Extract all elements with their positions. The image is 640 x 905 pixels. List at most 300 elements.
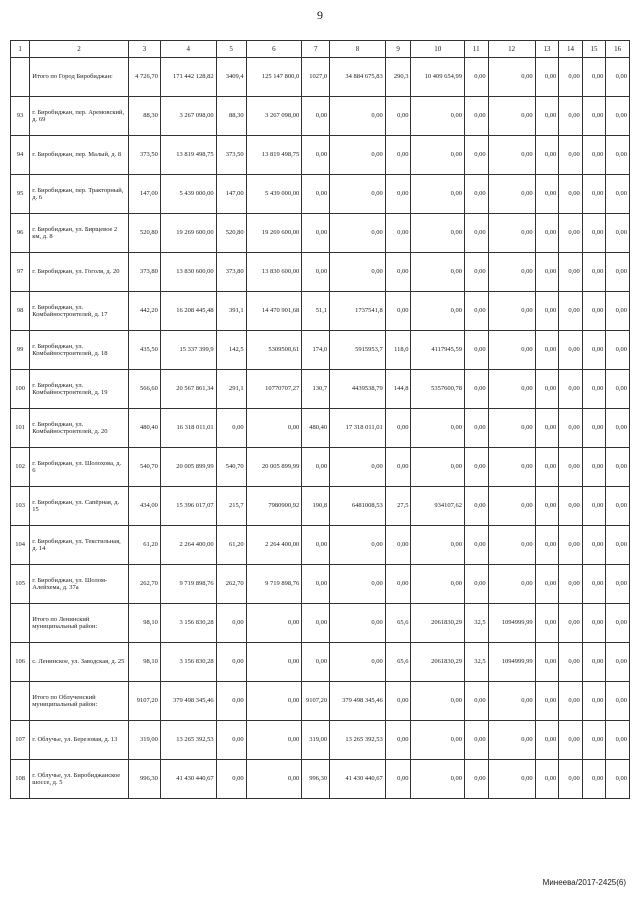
value-cell-11: 0,00: [465, 448, 489, 487]
value-cell-8: 0,00: [330, 565, 386, 604]
value-cell-10: 0,00: [411, 448, 465, 487]
value-cell-16: 0,00: [606, 565, 630, 604]
value-cell-4: 16 208 445,48: [160, 292, 216, 331]
row-number-cell: 102: [11, 448, 30, 487]
value-cell-11: 0,00: [465, 292, 489, 331]
value-cell-10: 2061830,29: [411, 643, 465, 682]
table-row: [11, 136, 630, 175]
value-cell-14: 0,00: [559, 526, 583, 565]
column-header-16: 16: [606, 41, 630, 58]
value-cell-14: 0,00: [559, 331, 583, 370]
table-row: [11, 253, 630, 292]
value-cell-4: 20 567 861,34: [160, 370, 216, 409]
value-cell-3: 373,80: [128, 253, 160, 292]
value-cell-14: 0,00: [559, 136, 583, 175]
value-cell-14: 0,00: [559, 214, 583, 253]
value-cell-10: 2061830,29: [411, 604, 465, 643]
value-cell-13: 0,00: [535, 526, 559, 565]
value-cell-14: 0,00: [559, 721, 583, 760]
value-cell-9: 0,00: [385, 409, 411, 448]
row-number-cell: 97: [11, 253, 30, 292]
value-cell-9: 0,00: [385, 292, 411, 331]
column-header-7: 7: [302, 41, 330, 58]
value-cell-9: 0,00: [385, 721, 411, 760]
value-cell-8: 0,00: [330, 175, 386, 214]
value-cell-14: 0,00: [559, 487, 583, 526]
column-header-13: 13: [535, 41, 559, 58]
value-cell-5: 291,1: [216, 370, 246, 409]
value-cell-4: 171 442 128,82: [160, 58, 216, 97]
value-cell-9: 0,00: [385, 214, 411, 253]
value-cell-9: 0,00: [385, 682, 411, 721]
value-cell-8: 0,00: [330, 448, 386, 487]
value-cell-3: 262,70: [128, 565, 160, 604]
value-cell-6: 0,00: [246, 409, 302, 448]
value-cell-9: 0,00: [385, 760, 411, 799]
address-cell: г. Биробиджан, ул. Комбайностроителей, д. 18: [30, 331, 129, 370]
value-cell-7: 0,00: [302, 175, 330, 214]
row-number-cell: 99: [11, 331, 30, 370]
value-cell-4: 9 719 898,76: [160, 565, 216, 604]
value-cell-6: 5309500,61: [246, 331, 302, 370]
value-cell-9: 65,6: [385, 643, 411, 682]
value-cell-5: 0,00: [216, 409, 246, 448]
value-cell-15: 0,00: [582, 175, 606, 214]
value-cell-13: 0,00: [535, 253, 559, 292]
column-header-3: 3: [128, 41, 160, 58]
value-cell-8: 5915953,7: [330, 331, 386, 370]
value-cell-16: 0,00: [606, 409, 630, 448]
value-cell-15: 0,00: [582, 214, 606, 253]
value-cell-15: 0,00: [582, 136, 606, 175]
value-cell-15: 0,00: [582, 58, 606, 97]
value-cell-10: 10 409 654,99: [411, 58, 465, 97]
value-cell-9: 290,3: [385, 58, 411, 97]
column-header-5: 5: [216, 41, 246, 58]
row-number-cell: 103: [11, 487, 30, 526]
column-header-4: 4: [160, 41, 216, 58]
value-cell-13: 0,00: [535, 370, 559, 409]
value-cell-9: 0,00: [385, 136, 411, 175]
value-cell-12: 0,00: [488, 448, 535, 487]
value-cell-5: 373,80: [216, 253, 246, 292]
value-cell-16: 0,00: [606, 682, 630, 721]
value-cell-10: 0,00: [411, 253, 465, 292]
value-cell-4: 3 156 830,28: [160, 604, 216, 643]
value-cell-15: 0,00: [582, 292, 606, 331]
value-cell-6: 19 269 600,00: [246, 214, 302, 253]
value-cell-7: 174,0: [302, 331, 330, 370]
value-cell-3: 373,50: [128, 136, 160, 175]
value-cell-14: 0,00: [559, 760, 583, 799]
value-cell-15: 0,00: [582, 682, 606, 721]
value-cell-6: 3 267 098,00: [246, 97, 302, 136]
value-cell-7: 0,00: [302, 136, 330, 175]
row-number-cell: 105: [11, 565, 30, 604]
address-cell: г. Облучье, ул. Биробиджанское шоссе, д. 5: [30, 760, 129, 799]
address-cell: г. Биробиджан, ул. Текстильная, д. 14: [30, 526, 129, 565]
address-cell: г. Биробиджан, пер. Малый, д. 8: [30, 136, 129, 175]
value-cell-5: 0,00: [216, 721, 246, 760]
value-cell-10: 0,00: [411, 409, 465, 448]
address-cell: Итого по Ленинский муниципальный район:: [30, 604, 129, 643]
value-cell-8: 17 318 011,01: [330, 409, 386, 448]
value-cell-7: 9107,20: [302, 682, 330, 721]
value-cell-13: 0,00: [535, 97, 559, 136]
value-cell-16: 0,00: [606, 760, 630, 799]
address-cell: г. Биробиджан, пер. Тракторный, д. 6: [30, 175, 129, 214]
value-cell-6: 13 830 600,00: [246, 253, 302, 292]
value-cell-3: 98,10: [128, 604, 160, 643]
address-cell: г. Биробиджан, пер. Аремовский, д. 69: [30, 97, 129, 136]
row-number-cell: 93: [11, 97, 30, 136]
row-number-cell: 96: [11, 214, 30, 253]
value-cell-12: 0,00: [488, 565, 535, 604]
value-cell-13: 0,00: [535, 565, 559, 604]
row-number-cell: 98: [11, 292, 30, 331]
value-cell-11: 0,00: [465, 409, 489, 448]
value-cell-11: 0,00: [465, 565, 489, 604]
value-cell-4: 5 439 000,00: [160, 175, 216, 214]
value-cell-16: 0,00: [606, 526, 630, 565]
value-cell-13: 0,00: [535, 136, 559, 175]
value-cell-11: 0,00: [465, 214, 489, 253]
value-cell-4: 13 265 392,53: [160, 721, 216, 760]
value-cell-8: 379 498 345,46: [330, 682, 386, 721]
value-cell-5: 0,00: [216, 760, 246, 799]
value-cell-10: 0,00: [411, 760, 465, 799]
value-cell-16: 0,00: [606, 292, 630, 331]
column-header-12: 12: [488, 41, 535, 58]
value-cell-14: 0,00: [559, 565, 583, 604]
column-header-6: 6: [246, 41, 302, 58]
value-cell-3: 147,00: [128, 175, 160, 214]
value-cell-12: 0,00: [488, 370, 535, 409]
row-number-cell: [11, 604, 30, 643]
value-cell-16: 0,00: [606, 643, 630, 682]
value-cell-9: 27,5: [385, 487, 411, 526]
value-cell-7: 0,00: [302, 526, 330, 565]
value-cell-10: 0,00: [411, 682, 465, 721]
document-reference: Минеева/2017-2425(6): [542, 878, 626, 887]
value-cell-7: 0,00: [302, 448, 330, 487]
value-cell-7: 0,00: [302, 97, 330, 136]
total-row: [11, 604, 630, 643]
value-cell-7: 190,8: [302, 487, 330, 526]
value-cell-10: 5357600,78: [411, 370, 465, 409]
value-cell-14: 0,00: [559, 253, 583, 292]
value-cell-15: 0,00: [582, 643, 606, 682]
value-cell-13: 0,00: [535, 643, 559, 682]
row-number-cell: 101: [11, 409, 30, 448]
total-row: [11, 58, 630, 97]
address-cell: г. Биробиджан, ул. Бирщевое 2 км, д. 8: [30, 214, 129, 253]
value-cell-12: 0,00: [488, 409, 535, 448]
address-cell: с. Ленинское, ул. Заводская, д. 25: [30, 643, 129, 682]
value-cell-16: 0,00: [606, 448, 630, 487]
table-row: [11, 331, 630, 370]
table-row: [11, 487, 630, 526]
value-cell-12: 0,00: [488, 214, 535, 253]
value-cell-3: 434,00: [128, 487, 160, 526]
value-cell-16: 0,00: [606, 721, 630, 760]
value-cell-14: 0,00: [559, 175, 583, 214]
value-cell-10: 0,00: [411, 526, 465, 565]
value-cell-13: 0,00: [535, 604, 559, 643]
value-cell-4: 2 264 400,00: [160, 526, 216, 565]
value-cell-14: 0,00: [559, 448, 583, 487]
value-cell-5: 0,00: [216, 643, 246, 682]
value-cell-15: 0,00: [582, 604, 606, 643]
value-cell-15: 0,00: [582, 487, 606, 526]
value-cell-3: 996,30: [128, 760, 160, 799]
value-cell-9: 0,00: [385, 565, 411, 604]
value-cell-12: 0,00: [488, 526, 535, 565]
value-cell-5: 373,50: [216, 136, 246, 175]
value-cell-12: 0,00: [488, 175, 535, 214]
table-row: [11, 721, 630, 760]
value-cell-3: 88,30: [128, 97, 160, 136]
page-number: 9: [317, 8, 323, 22]
value-cell-3: 480,40: [128, 409, 160, 448]
column-header-15: 15: [582, 41, 606, 58]
value-cell-6: 13 819 498,75: [246, 136, 302, 175]
table-row: [11, 565, 630, 604]
value-cell-7: 319,00: [302, 721, 330, 760]
column-header-1: 1: [11, 41, 30, 58]
table-row: [11, 292, 630, 331]
value-cell-12: 0,00: [488, 253, 535, 292]
value-cell-7: 1027,0: [302, 58, 330, 97]
value-cell-4: 20 005 899,99: [160, 448, 216, 487]
value-cell-4: 13 830 600,00: [160, 253, 216, 292]
value-cell-10: 0,00: [411, 721, 465, 760]
value-cell-16: 0,00: [606, 331, 630, 370]
value-cell-10: 0,00: [411, 214, 465, 253]
value-cell-15: 0,00: [582, 526, 606, 565]
value-cell-8: 34 884 675,83: [330, 58, 386, 97]
value-cell-3: 540,70: [128, 448, 160, 487]
value-cell-14: 0,00: [559, 604, 583, 643]
value-cell-7: 996,30: [302, 760, 330, 799]
value-cell-16: 0,00: [606, 58, 630, 97]
value-cell-6: 0,00: [246, 682, 302, 721]
column-header-9: 9: [385, 41, 411, 58]
value-cell-6: 7980900,92: [246, 487, 302, 526]
value-cell-7: 0,00: [302, 643, 330, 682]
value-cell-3: 442,20: [128, 292, 160, 331]
value-cell-5: 0,00: [216, 604, 246, 643]
table-row: [11, 214, 630, 253]
value-cell-3: 98,10: [128, 643, 160, 682]
value-cell-3: 520,80: [128, 214, 160, 253]
value-cell-15: 0,00: [582, 370, 606, 409]
table-row: [11, 370, 630, 409]
value-cell-6: 0,00: [246, 604, 302, 643]
value-cell-5: 391,1: [216, 292, 246, 331]
value-cell-12: 0,00: [488, 721, 535, 760]
table-row: [11, 760, 630, 799]
table-body: [11, 58, 630, 799]
value-cell-5: 61,20: [216, 526, 246, 565]
row-number-cell: 100: [11, 370, 30, 409]
value-cell-10: 0,00: [411, 97, 465, 136]
column-header-14: 14: [559, 41, 583, 58]
value-cell-11: 0,00: [465, 253, 489, 292]
table-row: [11, 409, 630, 448]
address-cell: г. Биробиджан, ул. Шолом-Алейхема, д. 37а: [30, 565, 129, 604]
value-cell-4: 3 156 830,28: [160, 643, 216, 682]
value-cell-11: 0,00: [465, 526, 489, 565]
value-cell-5: 262,70: [216, 565, 246, 604]
value-cell-8: 0,00: [330, 643, 386, 682]
address-cell: г. Биробиджан, ул. Гоголя, д. 20: [30, 253, 129, 292]
value-cell-5: 520,80: [216, 214, 246, 253]
value-cell-14: 0,00: [559, 97, 583, 136]
value-cell-16: 0,00: [606, 604, 630, 643]
value-cell-8: 13 265 392,53: [330, 721, 386, 760]
value-cell-6: 0,00: [246, 643, 302, 682]
value-cell-4: 13 819 498,75: [160, 136, 216, 175]
value-cell-6: 9 719 898,76: [246, 565, 302, 604]
value-cell-8: 0,00: [330, 604, 386, 643]
value-cell-6: 0,00: [246, 721, 302, 760]
value-cell-5: 142,5: [216, 331, 246, 370]
value-cell-5: 0,00: [216, 682, 246, 721]
value-cell-3: 319,00: [128, 721, 160, 760]
value-cell-11: 0,00: [465, 136, 489, 175]
value-cell-6: 20 005 899,99: [246, 448, 302, 487]
row-number-cell: 104: [11, 526, 30, 565]
value-cell-3: 9107,20: [128, 682, 160, 721]
value-cell-13: 0,00: [535, 58, 559, 97]
value-cell-5: 3409,4: [216, 58, 246, 97]
value-cell-16: 0,00: [606, 214, 630, 253]
value-cell-13: 0,00: [535, 760, 559, 799]
table-row: [11, 448, 630, 487]
value-cell-12: 0,00: [488, 58, 535, 97]
value-cell-8: 0,00: [330, 253, 386, 292]
value-cell-10: 4117945,59: [411, 331, 465, 370]
table-row: [11, 526, 630, 565]
value-cell-10: 0,00: [411, 136, 465, 175]
value-cell-11: 0,00: [465, 487, 489, 526]
address-cell: г. Облучье, ул. Березовая, д. 13: [30, 721, 129, 760]
value-cell-8: 6481008,53: [330, 487, 386, 526]
value-cell-16: 0,00: [606, 370, 630, 409]
value-cell-15: 0,00: [582, 409, 606, 448]
value-cell-14: 0,00: [559, 643, 583, 682]
value-cell-9: 0,00: [385, 175, 411, 214]
value-cell-11: 0,00: [465, 682, 489, 721]
value-cell-9: 0,00: [385, 97, 411, 136]
value-cell-14: 0,00: [559, 409, 583, 448]
value-cell-7: 0,00: [302, 253, 330, 292]
value-cell-13: 0,00: [535, 682, 559, 721]
address-cell: Итого по Город Биробиджан:: [30, 58, 129, 97]
column-header-2: 2: [30, 41, 129, 58]
value-cell-15: 0,00: [582, 331, 606, 370]
value-cell-8: 0,00: [330, 526, 386, 565]
value-cell-3: 435,50: [128, 331, 160, 370]
value-cell-10: 0,00: [411, 292, 465, 331]
value-cell-15: 0,00: [582, 760, 606, 799]
row-number-cell: 107: [11, 721, 30, 760]
value-cell-12: 0,00: [488, 331, 535, 370]
value-cell-11: 0,00: [465, 760, 489, 799]
value-cell-16: 0,00: [606, 175, 630, 214]
value-cell-4: 41 430 440,67: [160, 760, 216, 799]
row-number-cell: [11, 682, 30, 721]
value-cell-8: 4439538,79: [330, 370, 386, 409]
value-cell-10: 0,00: [411, 565, 465, 604]
value-cell-15: 0,00: [582, 565, 606, 604]
table-row: [11, 643, 630, 682]
value-cell-15: 0,00: [582, 448, 606, 487]
value-cell-15: 0,00: [582, 253, 606, 292]
value-cell-8: 0,00: [330, 214, 386, 253]
value-cell-16: 0,00: [606, 97, 630, 136]
value-cell-12: 0,00: [488, 136, 535, 175]
row-number-cell: 94: [11, 136, 30, 175]
value-cell-12: 1094999,99: [488, 643, 535, 682]
value-cell-4: 3 267 098,00: [160, 97, 216, 136]
row-number-cell: 95: [11, 175, 30, 214]
value-cell-9: 0,00: [385, 448, 411, 487]
value-cell-9: 65,6: [385, 604, 411, 643]
value-cell-9: 118,0: [385, 331, 411, 370]
value-cell-14: 0,00: [559, 682, 583, 721]
value-cell-12: 0,00: [488, 760, 535, 799]
value-cell-8: 0,00: [330, 97, 386, 136]
value-cell-7: 0,00: [302, 565, 330, 604]
value-cell-11: 0,00: [465, 97, 489, 136]
value-cell-10: 934107,62: [411, 487, 465, 526]
value-cell-13: 0,00: [535, 487, 559, 526]
value-cell-16: 0,00: [606, 136, 630, 175]
address-cell: г. Биробиджан, ул. Комбайностроителей, д. 20: [30, 409, 129, 448]
value-cell-15: 0,00: [582, 721, 606, 760]
value-cell-7: 0,00: [302, 214, 330, 253]
value-cell-14: 0,00: [559, 292, 583, 331]
value-cell-8: 0,00: [330, 136, 386, 175]
column-header-10: 10: [411, 41, 465, 58]
value-cell-12: 0,00: [488, 487, 535, 526]
value-cell-16: 0,00: [606, 487, 630, 526]
value-cell-7: 51,1: [302, 292, 330, 331]
value-cell-11: 0,00: [465, 58, 489, 97]
value-cell-12: 0,00: [488, 682, 535, 721]
column-header-11: 11: [465, 41, 489, 58]
value-cell-7: 480,40: [302, 409, 330, 448]
table-row: [11, 175, 630, 214]
value-cell-12: 0,00: [488, 97, 535, 136]
value-cell-11: 0,00: [465, 721, 489, 760]
value-cell-11: 0,00: [465, 331, 489, 370]
value-cell-3: 4 726,70: [128, 58, 160, 97]
value-cell-3: 61,20: [128, 526, 160, 565]
total-row: [11, 682, 630, 721]
value-cell-11: 32,5: [465, 604, 489, 643]
table-row: [11, 97, 630, 136]
value-cell-4: 379 498 345,46: [160, 682, 216, 721]
address-cell: г. Биробиджан, ул. Комбайностроителей, д. 19: [30, 370, 129, 409]
value-cell-8: 1737541,8: [330, 292, 386, 331]
value-cell-10: 0,00: [411, 175, 465, 214]
value-cell-13: 0,00: [535, 331, 559, 370]
program-table: [10, 40, 630, 799]
value-cell-13: 0,00: [535, 292, 559, 331]
